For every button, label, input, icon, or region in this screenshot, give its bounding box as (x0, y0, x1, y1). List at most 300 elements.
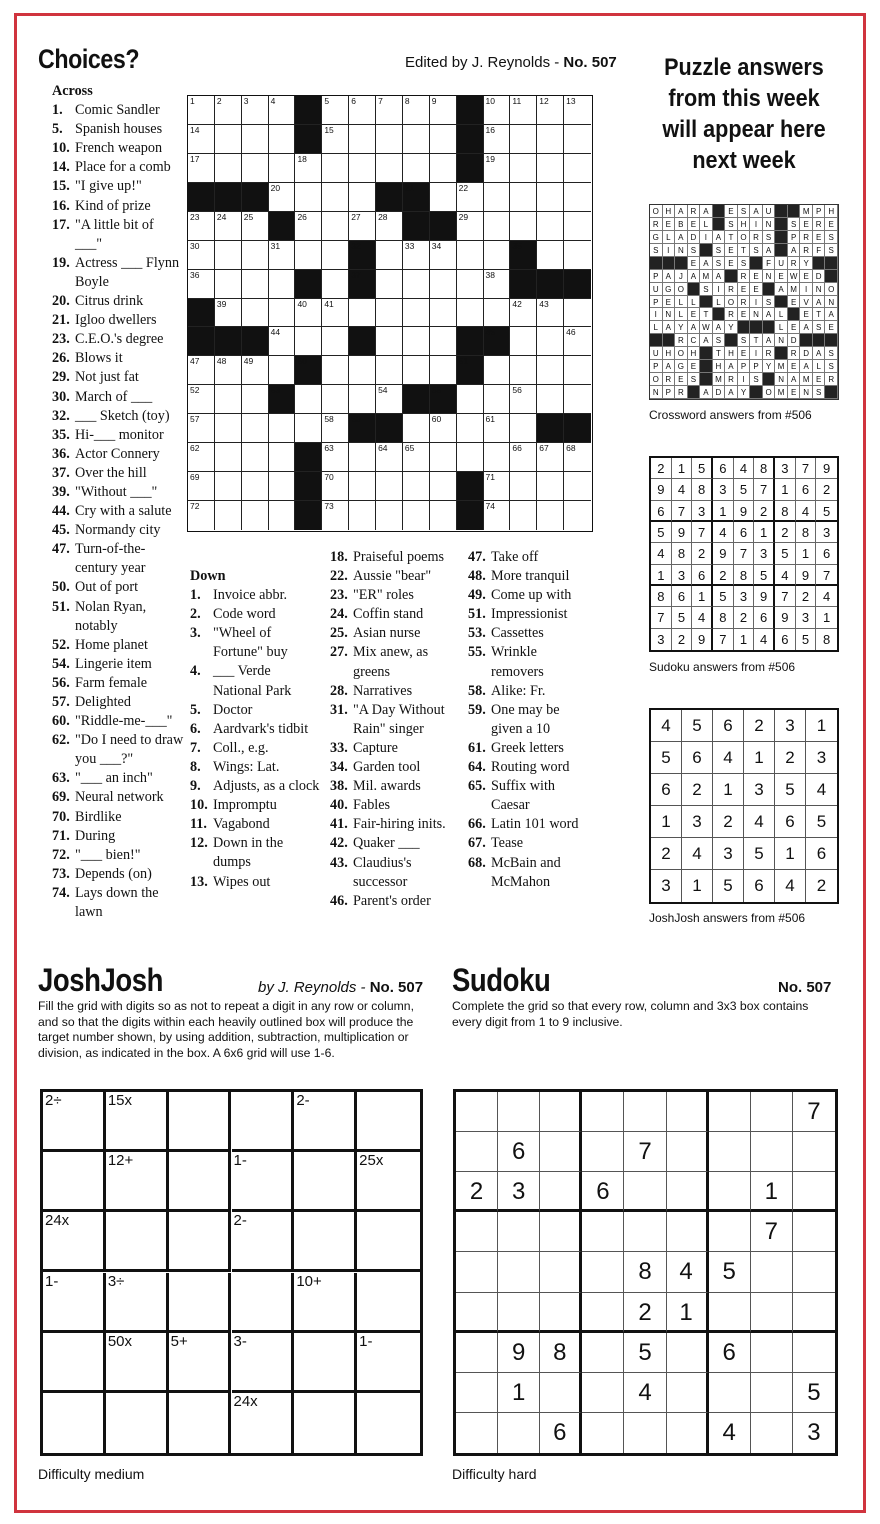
crossword-cell[interactable] (430, 183, 457, 212)
crossword-cell[interactable] (510, 501, 537, 530)
crossword-cell[interactable] (269, 501, 296, 530)
crossword-cell[interactable] (188, 270, 215, 299)
crossword-cell[interactable] (564, 356, 591, 385)
joshjosh-cell[interactable] (169, 1092, 232, 1152)
crossword-cell[interactable] (403, 125, 430, 154)
crossword-cell[interactable] (215, 241, 242, 270)
crossword-cell[interactable] (457, 385, 484, 414)
sudoku-cell[interactable] (540, 1373, 582, 1413)
joshjosh-cell[interactable] (169, 1273, 232, 1333)
crossword-cell[interactable] (537, 327, 564, 356)
sudoku-cell[interactable]: 6 (582, 1172, 624, 1212)
sudoku-cell[interactable] (456, 1252, 498, 1292)
sudoku-cell[interactable] (751, 1132, 793, 1172)
sudoku-cell[interactable] (582, 1252, 624, 1292)
sudoku-cell[interactable] (456, 1413, 498, 1453)
sudoku-cell[interactable] (667, 1373, 709, 1413)
crossword-cell[interactable] (484, 96, 511, 125)
crossword-cell[interactable] (322, 414, 349, 443)
sudoku-grid[interactable] (453, 1089, 838, 1456)
sudoku-cell[interactable] (667, 1172, 709, 1212)
crossword-cell[interactable] (510, 183, 537, 212)
sudoku-cell[interactable] (540, 1172, 582, 1212)
sudoku-cell[interactable] (751, 1252, 793, 1292)
crossword-cell[interactable] (322, 501, 349, 530)
crossword-cell[interactable] (510, 472, 537, 501)
crossword-cell[interactable] (403, 472, 430, 501)
sudoku-cell[interactable]: 6 (540, 1413, 582, 1453)
crossword-cell[interactable] (349, 385, 376, 414)
sudoku-cell[interactable]: 8 (540, 1333, 582, 1373)
crossword-cell[interactable] (484, 154, 511, 183)
crossword-cell[interactable] (430, 125, 457, 154)
crossword-cell[interactable] (322, 212, 349, 241)
sudoku-cell[interactable] (793, 1172, 835, 1212)
joshjosh-cell[interactable] (294, 1212, 357, 1272)
crossword-cell[interactable] (349, 96, 376, 125)
crossword-cell[interactable] (376, 443, 403, 472)
crossword-cell[interactable] (188, 414, 215, 443)
sudoku-cell[interactable] (582, 1212, 624, 1252)
crossword-cell[interactable] (269, 125, 296, 154)
crossword-cell[interactable] (537, 501, 564, 530)
sudoku-cell[interactable] (582, 1413, 624, 1453)
crossword-cell[interactable] (215, 96, 242, 125)
crossword-cell[interactable] (403, 356, 430, 385)
crossword-cell[interactable] (215, 125, 242, 154)
sudoku-cell[interactable] (540, 1132, 582, 1172)
joshjosh-grid[interactable] (40, 1089, 423, 1456)
crossword-cell[interactable] (403, 501, 430, 530)
crossword-cell[interactable] (484, 385, 511, 414)
crossword-cell[interactable] (457, 299, 484, 328)
sudoku-cell[interactable]: 6 (709, 1333, 751, 1373)
sudoku-cell[interactable] (751, 1333, 793, 1373)
sudoku-cell[interactable] (709, 1132, 751, 1172)
joshjosh-cell[interactable] (169, 1212, 232, 1272)
crossword-cell[interactable] (269, 154, 296, 183)
crossword-cell[interactable] (537, 443, 564, 472)
crossword-cell[interactable] (349, 154, 376, 183)
crossword-cell[interactable] (403, 414, 430, 443)
crossword-cell[interactable] (322, 356, 349, 385)
crossword-cell[interactable] (564, 212, 591, 241)
crossword-cell[interactable] (430, 443, 457, 472)
sudoku-cell[interactable]: 5 (624, 1333, 666, 1373)
sudoku-cell[interactable] (456, 1092, 498, 1132)
crossword-cell[interactable] (188, 96, 215, 125)
crossword-cell[interactable] (430, 270, 457, 299)
crossword-cell[interactable] (376, 270, 403, 299)
crossword-cell[interactable] (215, 443, 242, 472)
crossword-cell[interactable] (484, 125, 511, 154)
crossword-cell[interactable] (457, 183, 484, 212)
crossword-cell[interactable] (349, 472, 376, 501)
sudoku-cell[interactable] (498, 1293, 540, 1333)
crossword-cell[interactable] (269, 414, 296, 443)
crossword-cell[interactable] (322, 96, 349, 125)
crossword-cell[interactable] (564, 125, 591, 154)
joshjosh-cell[interactable] (357, 1393, 420, 1453)
sudoku-cell[interactable] (751, 1092, 793, 1132)
joshjosh-cell[interactable] (232, 1333, 295, 1393)
sudoku-cell[interactable] (582, 1132, 624, 1172)
crossword-cell[interactable] (403, 270, 430, 299)
crossword-cell[interactable] (269, 356, 296, 385)
sudoku-cell[interactable] (709, 1172, 751, 1212)
sudoku-cell[interactable] (456, 1212, 498, 1252)
sudoku-cell[interactable]: 6 (498, 1132, 540, 1172)
crossword-cell[interactable] (484, 270, 511, 299)
joshjosh-cell[interactable] (106, 1393, 169, 1453)
crossword-cell[interactable] (242, 299, 269, 328)
sudoku-cell[interactable]: 7 (751, 1212, 793, 1252)
crossword-cell[interactable] (564, 183, 591, 212)
sudoku-cell[interactable] (793, 1333, 835, 1373)
crossword-cell[interactable] (242, 270, 269, 299)
sudoku-cell[interactable] (582, 1333, 624, 1373)
crossword-cell[interactable] (564, 241, 591, 270)
crossword-cell[interactable] (322, 241, 349, 270)
crossword-cell[interactable] (537, 299, 564, 328)
crossword-cell[interactable] (430, 299, 457, 328)
joshjosh-cell[interactable] (357, 1333, 420, 1393)
joshjosh-cell[interactable] (294, 1393, 357, 1453)
crossword-cell[interactable] (403, 327, 430, 356)
sudoku-cell[interactable]: 4 (667, 1252, 709, 1292)
crossword-cell[interactable] (510, 356, 537, 385)
joshjosh-cell[interactable] (106, 1212, 169, 1272)
sudoku-cell[interactable] (667, 1092, 709, 1132)
crossword-cell[interactable] (457, 443, 484, 472)
crossword-cell[interactable] (564, 96, 591, 125)
sudoku-cell[interactable] (582, 1092, 624, 1132)
crossword-cell[interactable] (430, 501, 457, 530)
sudoku-cell[interactable] (751, 1373, 793, 1413)
sudoku-cell[interactable]: 2 (624, 1293, 666, 1333)
crossword-cell[interactable] (430, 154, 457, 183)
crossword-cell[interactable] (188, 125, 215, 154)
crossword-cell[interactable] (484, 414, 511, 443)
crossword-cell[interactable] (376, 154, 403, 183)
crossword-cell[interactable] (215, 154, 242, 183)
crossword-cell[interactable] (215, 299, 242, 328)
sudoku-cell[interactable] (751, 1413, 793, 1453)
sudoku-cell[interactable] (540, 1212, 582, 1252)
crossword-cell[interactable] (188, 241, 215, 270)
joshjosh-cell[interactable] (169, 1152, 232, 1212)
sudoku-cell[interactable] (793, 1132, 835, 1172)
joshjosh-cell[interactable] (106, 1152, 169, 1212)
joshjosh-cell[interactable] (294, 1333, 357, 1393)
crossword-cell[interactable] (295, 212, 322, 241)
crossword-cell[interactable] (537, 154, 564, 183)
sudoku-cell[interactable] (498, 1092, 540, 1132)
crossword-cell[interactable] (537, 183, 564, 212)
joshjosh-cell[interactable] (169, 1333, 232, 1393)
crossword-cell[interactable] (242, 472, 269, 501)
sudoku-cell[interactable] (709, 1293, 751, 1333)
crossword-cell[interactable] (510, 96, 537, 125)
crossword-cell[interactable] (403, 96, 430, 125)
crossword-cell[interactable] (376, 501, 403, 530)
crossword-cell[interactable] (376, 299, 403, 328)
sudoku-cell[interactable] (498, 1413, 540, 1453)
crossword-cell[interactable] (564, 299, 591, 328)
crossword-cell[interactable] (188, 356, 215, 385)
crossword-cell[interactable] (188, 443, 215, 472)
sudoku-cell[interactable]: 1 (498, 1373, 540, 1413)
sudoku-cell[interactable]: 1 (751, 1172, 793, 1212)
crossword-cell[interactable] (510, 125, 537, 154)
joshjosh-cell[interactable] (43, 1212, 106, 1272)
crossword-cell[interactable] (403, 241, 430, 270)
crossword-cell[interactable] (188, 154, 215, 183)
crossword-cell[interactable] (242, 414, 269, 443)
crossword-cell[interactable] (269, 270, 296, 299)
crossword-cell[interactable] (188, 472, 215, 501)
crossword-cell[interactable] (188, 385, 215, 414)
sudoku-cell[interactable] (498, 1252, 540, 1292)
crossword-cell[interactable] (322, 270, 349, 299)
sudoku-cell[interactable] (540, 1252, 582, 1292)
sudoku-cell[interactable]: 3 (807, 1418, 821, 1446)
crossword-cell[interactable] (484, 212, 511, 241)
sudoku-cell[interactable]: 8 (624, 1252, 666, 1292)
sudoku-cell[interactable]: 9 (498, 1333, 540, 1373)
crossword-cell[interactable] (242, 385, 269, 414)
sudoku-cell[interactable]: 2 (456, 1172, 498, 1212)
crossword-cell[interactable] (537, 472, 564, 501)
crossword-cell[interactable] (510, 414, 537, 443)
joshjosh-cell[interactable] (43, 1333, 106, 1393)
joshjosh-cell[interactable] (294, 1092, 357, 1152)
joshjosh-cell[interactable] (232, 1393, 295, 1453)
crossword-cell[interactable] (242, 212, 269, 241)
crossword-cell[interactable] (295, 414, 322, 443)
sudoku-cell[interactable] (456, 1333, 498, 1373)
crossword-cell[interactable] (215, 501, 242, 530)
crossword-cell[interactable] (349, 183, 376, 212)
crossword-cell[interactable] (457, 212, 484, 241)
crossword-cell[interactable] (430, 96, 457, 125)
crossword-cell[interactable] (269, 183, 296, 212)
sudoku-cell[interactable] (582, 1373, 624, 1413)
crossword-cell[interactable] (242, 96, 269, 125)
crossword-cell[interactable] (430, 472, 457, 501)
crossword-cell[interactable] (510, 212, 537, 241)
sudoku-cell[interactable] (540, 1092, 582, 1132)
joshjosh-cell[interactable] (294, 1273, 357, 1333)
crossword-cell[interactable] (242, 443, 269, 472)
crossword-cell[interactable] (376, 241, 403, 270)
crossword-cell[interactable] (537, 356, 564, 385)
crossword-cell[interactable] (430, 356, 457, 385)
crossword-cell[interactable] (295, 183, 322, 212)
sudoku-cell[interactable] (793, 1252, 835, 1292)
crossword-cell[interactable] (322, 472, 349, 501)
crossword-cell[interactable] (510, 154, 537, 183)
crossword-cell[interactable] (295, 327, 322, 356)
joshjosh-cell[interactable] (43, 1152, 106, 1212)
crossword-cell[interactable] (322, 327, 349, 356)
joshjosh-cell[interactable] (294, 1152, 357, 1212)
crossword-cell[interactable] (537, 241, 564, 270)
joshjosh-cell[interactable] (43, 1092, 106, 1152)
crossword-cell[interactable] (349, 212, 376, 241)
sudoku-cell[interactable]: 4 (624, 1373, 666, 1413)
sudoku-cell[interactable]: 5 (709, 1252, 751, 1292)
sudoku-cell[interactable] (624, 1092, 666, 1132)
joshjosh-cell[interactable] (357, 1092, 420, 1152)
joshjosh-cell[interactable] (232, 1212, 295, 1272)
crossword-cell[interactable] (269, 443, 296, 472)
crossword-cell[interactable] (322, 299, 349, 328)
crossword-cell[interactable] (215, 414, 242, 443)
crossword-cell[interactable] (564, 501, 591, 530)
sudoku-cell[interactable]: 5 (793, 1373, 835, 1413)
crossword-cell[interactable] (484, 443, 511, 472)
crossword-cell[interactable] (457, 241, 484, 270)
crossword-cell[interactable] (376, 385, 403, 414)
crossword-cell[interactable] (484, 356, 511, 385)
sudoku-cell[interactable] (709, 1212, 751, 1252)
crossword-cell[interactable] (295, 241, 322, 270)
crossword-cell[interactable] (349, 443, 376, 472)
sudoku-cell[interactable]: 7 (793, 1092, 835, 1132)
sudoku-cell[interactable]: 1 (667, 1293, 709, 1333)
crossword-cell[interactable] (537, 96, 564, 125)
crossword-cell[interactable] (215, 385, 242, 414)
crossword-cell[interactable] (537, 125, 564, 154)
crossword-cell[interactable] (349, 356, 376, 385)
crossword-grid[interactable] (187, 95, 593, 532)
crossword-cell[interactable] (242, 501, 269, 530)
crossword-cell[interactable] (403, 299, 430, 328)
crossword-cell[interactable] (484, 299, 511, 328)
sudoku-cell[interactable] (709, 1092, 751, 1132)
sudoku-cell[interactable] (540, 1293, 582, 1333)
crossword-cell[interactable] (564, 472, 591, 501)
joshjosh-cell[interactable] (357, 1152, 420, 1212)
joshjosh-cell[interactable] (357, 1212, 420, 1272)
joshjosh-cell[interactable] (106, 1273, 169, 1333)
crossword-cell[interactable] (269, 96, 296, 125)
sudoku-cell[interactable] (709, 1373, 751, 1413)
crossword-cell[interactable] (430, 241, 457, 270)
joshjosh-cell[interactable] (106, 1092, 169, 1152)
sudoku-cell[interactable] (667, 1132, 709, 1172)
crossword-cell[interactable] (484, 501, 511, 530)
joshjosh-cell[interactable] (232, 1092, 295, 1152)
joshjosh-cell[interactable] (232, 1152, 295, 1212)
sudoku-cell[interactable] (667, 1333, 709, 1373)
sudoku-cell[interactable] (793, 1212, 835, 1252)
sudoku-cell[interactable] (667, 1413, 709, 1453)
sudoku-cell[interactable] (624, 1413, 666, 1453)
crossword-cell[interactable] (215, 212, 242, 241)
crossword-cell[interactable] (510, 299, 537, 328)
crossword-cell[interactable] (376, 96, 403, 125)
crossword-cell[interactable] (242, 125, 269, 154)
crossword-cell[interactable] (376, 472, 403, 501)
sudoku-cell[interactable] (498, 1212, 540, 1252)
sudoku-cell[interactable] (667, 1212, 709, 1252)
crossword-cell[interactable] (484, 241, 511, 270)
joshjosh-cell[interactable] (357, 1273, 420, 1333)
crossword-cell[interactable] (564, 443, 591, 472)
crossword-cell[interactable] (564, 327, 591, 356)
joshjosh-cell[interactable] (43, 1393, 106, 1453)
crossword-cell[interactable] (215, 270, 242, 299)
crossword-cell[interactable] (510, 443, 537, 472)
sudoku-cell[interactable] (456, 1373, 498, 1413)
crossword-cell[interactable] (510, 327, 537, 356)
sudoku-cell[interactable] (624, 1172, 666, 1212)
crossword-cell[interactable] (269, 472, 296, 501)
crossword-cell[interactable] (537, 212, 564, 241)
sudoku-cell[interactable] (456, 1293, 498, 1333)
sudoku-cell[interactable] (793, 1293, 835, 1333)
crossword-cell[interactable] (242, 154, 269, 183)
crossword-cell[interactable] (322, 154, 349, 183)
sudoku-cell[interactable] (456, 1132, 498, 1172)
crossword-cell[interactable] (403, 443, 430, 472)
crossword-cell[interactable] (322, 443, 349, 472)
crossword-cell[interactable] (457, 270, 484, 299)
crossword-cell[interactable] (295, 385, 322, 414)
crossword-cell[interactable] (349, 501, 376, 530)
crossword-cell[interactable] (376, 356, 403, 385)
sudoku-cell[interactable]: 4 (709, 1413, 751, 1453)
sudoku-cell[interactable]: 3 (498, 1172, 540, 1212)
joshjosh-cell[interactable] (169, 1393, 232, 1453)
crossword-cell[interactable] (484, 472, 511, 501)
sudoku-cell[interactable]: 7 (624, 1132, 666, 1172)
crossword-cell[interactable] (242, 241, 269, 270)
crossword-cell[interactable] (242, 356, 269, 385)
crossword-cell[interactable] (295, 154, 322, 183)
crossword-cell[interactable] (430, 414, 457, 443)
crossword-cell[interactable] (269, 327, 296, 356)
crossword-cell[interactable] (403, 154, 430, 183)
crossword-cell[interactable] (349, 125, 376, 154)
crossword-cell[interactable] (510, 385, 537, 414)
crossword-cell[interactable] (457, 414, 484, 443)
crossword-cell[interactable] (537, 385, 564, 414)
crossword-cell[interactable] (269, 241, 296, 270)
crossword-cell[interactable] (322, 183, 349, 212)
crossword-cell[interactable] (188, 212, 215, 241)
crossword-cell[interactable] (564, 154, 591, 183)
crossword-cell[interactable] (376, 212, 403, 241)
sudoku-cell[interactable] (582, 1293, 624, 1333)
crossword-cell[interactable] (376, 327, 403, 356)
crossword-cell[interactable] (349, 299, 376, 328)
crossword-cell[interactable] (322, 125, 349, 154)
crossword-cell[interactable] (564, 385, 591, 414)
sudoku-cell[interactable] (624, 1212, 666, 1252)
crossword-cell[interactable] (188, 501, 215, 530)
crossword-cell[interactable] (430, 327, 457, 356)
joshjosh-cell[interactable] (106, 1333, 169, 1393)
crossword-cell[interactable] (269, 299, 296, 328)
crossword-cell[interactable] (295, 299, 322, 328)
joshjosh-cell[interactable] (232, 1273, 295, 1333)
crossword-cell[interactable] (322, 385, 349, 414)
crossword-cell[interactable] (215, 356, 242, 385)
joshjosh-cell[interactable] (43, 1273, 106, 1333)
